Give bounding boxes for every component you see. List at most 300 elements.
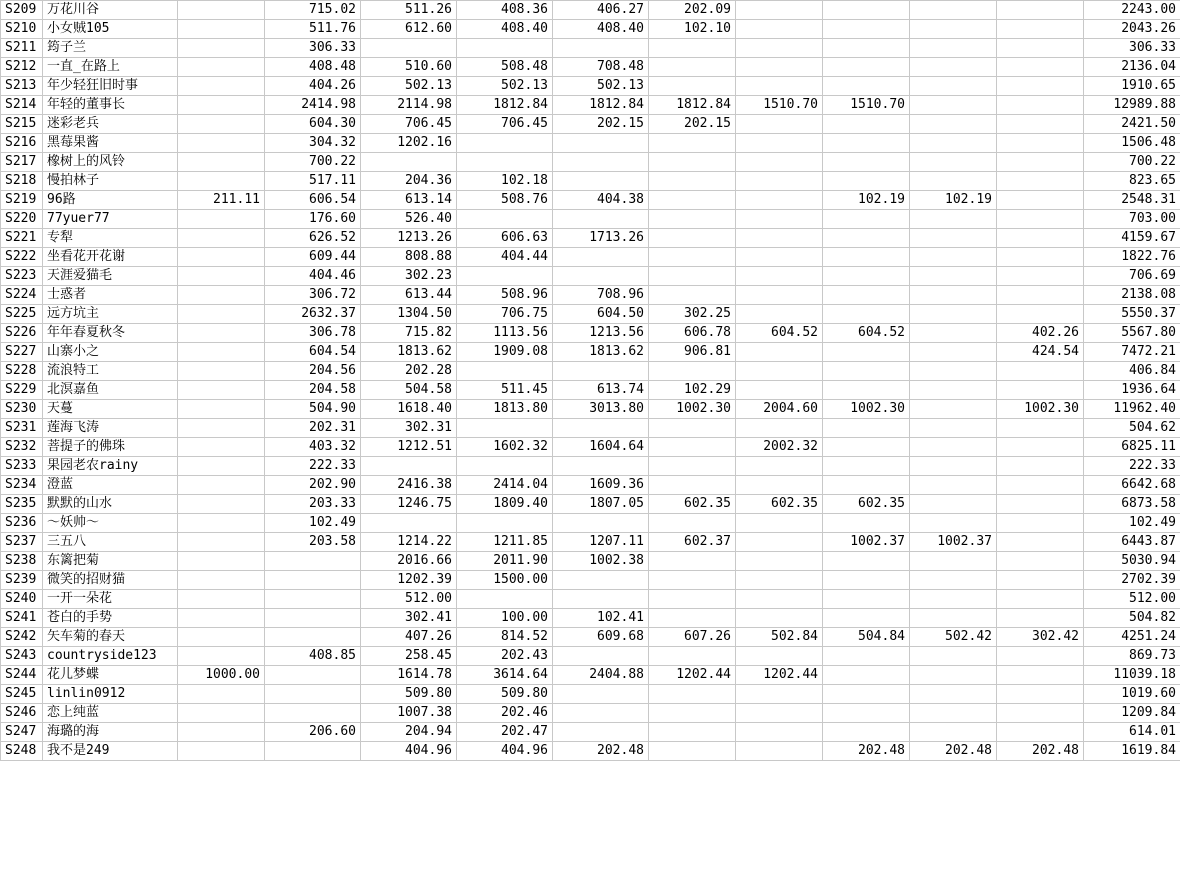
value-cell[interactable] <box>910 590 997 609</box>
value-cell[interactable] <box>910 647 997 666</box>
value-cell[interactable]: 1002.30 <box>823 400 910 419</box>
value-cell[interactable] <box>997 96 1084 115</box>
row-id-cell[interactable]: S228 <box>1 362 43 381</box>
value-cell[interactable] <box>823 210 910 229</box>
name-cell[interactable]: ～妖帅～ <box>43 514 178 533</box>
value-cell[interactable]: 502.13 <box>553 77 649 96</box>
name-cell[interactable]: 我不是249 <box>43 742 178 761</box>
row-id-cell[interactable]: S227 <box>1 343 43 362</box>
value-cell[interactable]: 202.28 <box>361 362 457 381</box>
name-cell[interactable]: 慢拍林子 <box>43 172 178 191</box>
value-cell[interactable] <box>649 647 736 666</box>
value-cell[interactable] <box>649 267 736 286</box>
value-cell[interactable] <box>997 153 1084 172</box>
value-cell[interactable] <box>178 324 265 343</box>
value-cell[interactable] <box>823 590 910 609</box>
value-cell[interactable] <box>910 400 997 419</box>
value-cell[interactable] <box>736 153 823 172</box>
value-cell[interactable]: 511.76 <box>265 20 361 39</box>
value-cell[interactable] <box>178 723 265 742</box>
value-cell[interactable] <box>736 343 823 362</box>
value-cell[interactable] <box>649 438 736 457</box>
value-cell[interactable] <box>178 590 265 609</box>
value-cell[interactable]: 258.45 <box>361 647 457 666</box>
value-cell[interactable] <box>823 229 910 248</box>
value-cell[interactable]: 2004.60 <box>736 400 823 419</box>
value-cell[interactable]: 1002.37 <box>910 533 997 552</box>
value-cell[interactable] <box>736 210 823 229</box>
value-cell[interactable]: 306.78 <box>265 324 361 343</box>
value-cell[interactable] <box>997 210 1084 229</box>
value-cell[interactable] <box>649 77 736 96</box>
value-cell[interactable] <box>178 229 265 248</box>
value-cell[interactable] <box>997 172 1084 191</box>
value-cell[interactable]: 202.47 <box>457 723 553 742</box>
value-cell[interactable]: 302.23 <box>361 267 457 286</box>
value-cell[interactable]: 1213.26 <box>361 229 457 248</box>
value-cell[interactable] <box>910 172 997 191</box>
total-cell[interactable]: 700.22 <box>1084 153 1180 172</box>
value-cell[interactable]: 1211.85 <box>457 533 553 552</box>
value-cell[interactable]: 504.58 <box>361 381 457 400</box>
total-cell[interactable]: 306.33 <box>1084 39 1180 58</box>
value-cell[interactable] <box>997 229 1084 248</box>
value-cell[interactable] <box>823 514 910 533</box>
value-cell[interactable] <box>178 457 265 476</box>
value-cell[interactable] <box>178 514 265 533</box>
value-cell[interactable]: 706.45 <box>457 115 553 134</box>
name-cell[interactable]: 年轻的董事长 <box>43 96 178 115</box>
total-cell[interactable]: 2043.26 <box>1084 20 1180 39</box>
value-cell[interactable]: 202.09 <box>649 1 736 20</box>
value-cell[interactable] <box>265 571 361 590</box>
value-cell[interactable]: 1002.30 <box>649 400 736 419</box>
name-cell[interactable]: 微笑的招财猫 <box>43 571 178 590</box>
value-cell[interactable] <box>361 457 457 476</box>
value-cell[interactable] <box>178 704 265 723</box>
name-cell[interactable]: 东篱把菊 <box>43 552 178 571</box>
value-cell[interactable]: 604.30 <box>265 115 361 134</box>
value-cell[interactable] <box>997 39 1084 58</box>
value-cell[interactable] <box>997 381 1084 400</box>
value-cell[interactable] <box>553 362 649 381</box>
total-cell[interactable]: 6825.11 <box>1084 438 1180 457</box>
value-cell[interactable]: 706.45 <box>361 115 457 134</box>
value-cell[interactable] <box>649 685 736 704</box>
value-cell[interactable]: 511.26 <box>361 1 457 20</box>
value-cell[interactable] <box>553 704 649 723</box>
name-cell[interactable]: 果园老农rainy <box>43 457 178 476</box>
name-cell[interactable]: 77yuer77 <box>43 210 178 229</box>
name-cell[interactable]: 海璐的海 <box>43 723 178 742</box>
value-cell[interactable]: 102.49 <box>265 514 361 533</box>
value-cell[interactable]: 202.48 <box>553 742 649 761</box>
value-cell[interactable] <box>910 77 997 96</box>
value-cell[interactable] <box>649 742 736 761</box>
row-id-cell[interactable]: S238 <box>1 552 43 571</box>
value-cell[interactable] <box>736 229 823 248</box>
value-cell[interactable]: 302.31 <box>361 419 457 438</box>
value-cell[interactable]: 2414.04 <box>457 476 553 495</box>
value-cell[interactable]: 508.48 <box>457 58 553 77</box>
value-cell[interactable]: 517.11 <box>265 172 361 191</box>
total-cell[interactable]: 6642.68 <box>1084 476 1180 495</box>
value-cell[interactable] <box>178 609 265 628</box>
total-cell[interactable]: 2243.00 <box>1084 1 1180 20</box>
value-cell[interactable] <box>178 476 265 495</box>
value-cell[interactable]: 202.48 <box>997 742 1084 761</box>
value-cell[interactable]: 206.60 <box>265 723 361 742</box>
value-cell[interactable] <box>997 286 1084 305</box>
value-cell[interactable]: 509.80 <box>457 685 553 704</box>
value-cell[interactable] <box>553 267 649 286</box>
value-cell[interactable] <box>178 58 265 77</box>
value-cell[interactable] <box>997 571 1084 590</box>
value-cell[interactable] <box>178 210 265 229</box>
value-cell[interactable] <box>823 723 910 742</box>
value-cell[interactable] <box>553 248 649 267</box>
name-cell[interactable]: 三五八 <box>43 533 178 552</box>
value-cell[interactable] <box>736 362 823 381</box>
row-id-cell[interactable]: S225 <box>1 305 43 324</box>
value-cell[interactable] <box>178 172 265 191</box>
name-cell[interactable]: countryside123 <box>43 647 178 666</box>
value-cell[interactable]: 700.22 <box>265 153 361 172</box>
value-cell[interactable]: 204.94 <box>361 723 457 742</box>
value-cell[interactable] <box>910 58 997 77</box>
value-cell[interactable] <box>649 514 736 533</box>
value-cell[interactable] <box>178 248 265 267</box>
value-cell[interactable]: 404.96 <box>361 742 457 761</box>
value-cell[interactable]: 1202.39 <box>361 571 457 590</box>
value-cell[interactable]: 404.38 <box>553 191 649 210</box>
value-cell[interactable]: 602.35 <box>649 495 736 514</box>
value-cell[interactable] <box>823 286 910 305</box>
value-cell[interactable] <box>910 39 997 58</box>
value-cell[interactable]: 2011.90 <box>457 552 553 571</box>
value-cell[interactable] <box>823 39 910 58</box>
name-cell[interactable]: 万花川谷 <box>43 1 178 20</box>
value-cell[interactable] <box>736 172 823 191</box>
value-cell[interactable]: 204.56 <box>265 362 361 381</box>
value-cell[interactable] <box>997 685 1084 704</box>
row-id-cell[interactable]: S245 <box>1 685 43 704</box>
row-id-cell[interactable]: S223 <box>1 267 43 286</box>
value-cell[interactable] <box>736 20 823 39</box>
value-cell[interactable] <box>910 552 997 571</box>
row-id-cell[interactable]: S248 <box>1 742 43 761</box>
value-cell[interactable] <box>649 153 736 172</box>
value-cell[interactable]: 1809.40 <box>457 495 553 514</box>
value-cell[interactable] <box>997 457 1084 476</box>
value-cell[interactable] <box>823 20 910 39</box>
value-cell[interactable]: 1202.44 <box>649 666 736 685</box>
value-cell[interactable] <box>178 20 265 39</box>
name-cell[interactable]: 迷彩老兵 <box>43 115 178 134</box>
value-cell[interactable] <box>265 552 361 571</box>
row-id-cell[interactable]: S232 <box>1 438 43 457</box>
total-cell[interactable]: 406.84 <box>1084 362 1180 381</box>
value-cell[interactable]: 202.15 <box>553 115 649 134</box>
name-cell[interactable]: 年年春夏秋冬 <box>43 324 178 343</box>
value-cell[interactable] <box>910 381 997 400</box>
name-cell[interactable]: 流浪特工 <box>43 362 178 381</box>
value-cell[interactable] <box>178 552 265 571</box>
value-cell[interactable] <box>997 115 1084 134</box>
value-cell[interactable]: 302.41 <box>361 609 457 628</box>
value-cell[interactable] <box>649 552 736 571</box>
value-cell[interactable] <box>997 704 1084 723</box>
value-cell[interactable] <box>910 571 997 590</box>
value-cell[interactable]: 504.84 <box>823 628 910 647</box>
value-cell[interactable] <box>736 571 823 590</box>
value-cell[interactable] <box>178 267 265 286</box>
value-cell[interactable] <box>997 666 1084 685</box>
row-id-cell[interactable]: S246 <box>1 704 43 723</box>
value-cell[interactable]: 526.40 <box>361 210 457 229</box>
value-cell[interactable] <box>910 305 997 324</box>
value-cell[interactable] <box>910 324 997 343</box>
value-cell[interactable] <box>910 476 997 495</box>
value-cell[interactable] <box>736 533 823 552</box>
value-cell[interactable]: 509.80 <box>361 685 457 704</box>
value-cell[interactable] <box>178 362 265 381</box>
value-cell[interactable] <box>457 210 553 229</box>
name-cell[interactable]: 菩提子的佛珠 <box>43 438 178 457</box>
total-cell[interactable]: 512.00 <box>1084 590 1180 609</box>
value-cell[interactable]: 609.44 <box>265 248 361 267</box>
value-cell[interactable] <box>823 381 910 400</box>
row-id-cell[interactable]: S210 <box>1 20 43 39</box>
value-cell[interactable] <box>997 609 1084 628</box>
value-cell[interactable]: 202.48 <box>823 742 910 761</box>
value-cell[interactable]: 102.10 <box>649 20 736 39</box>
value-cell[interactable] <box>910 704 997 723</box>
total-cell[interactable]: 6443.87 <box>1084 533 1180 552</box>
value-cell[interactable]: 708.96 <box>553 286 649 305</box>
name-cell[interactable]: 莲海飞涛 <box>43 419 178 438</box>
value-cell[interactable]: 1813.62 <box>361 343 457 362</box>
value-cell[interactable]: 502.13 <box>457 77 553 96</box>
value-cell[interactable]: 2632.37 <box>265 305 361 324</box>
name-cell[interactable]: 黑莓果酱 <box>43 134 178 153</box>
value-cell[interactable] <box>361 153 457 172</box>
value-cell[interactable] <box>736 742 823 761</box>
value-cell[interactable] <box>823 438 910 457</box>
value-cell[interactable] <box>910 685 997 704</box>
name-cell[interactable]: 恋上纯蓝 <box>43 704 178 723</box>
value-cell[interactable] <box>457 419 553 438</box>
value-cell[interactable] <box>997 191 1084 210</box>
value-cell[interactable] <box>997 438 1084 457</box>
value-cell[interactable] <box>823 172 910 191</box>
value-cell[interactable] <box>910 210 997 229</box>
value-cell[interactable]: 403.32 <box>265 438 361 457</box>
total-cell[interactable]: 1619.84 <box>1084 742 1180 761</box>
value-cell[interactable] <box>457 457 553 476</box>
value-cell[interactable]: 2414.98 <box>265 96 361 115</box>
row-id-cell[interactable]: S236 <box>1 514 43 533</box>
name-cell[interactable]: 远方坑主 <box>43 305 178 324</box>
total-cell[interactable]: 5550.37 <box>1084 305 1180 324</box>
value-cell[interactable]: 2002.32 <box>736 438 823 457</box>
name-cell[interactable]: 苍白的手势 <box>43 609 178 628</box>
name-cell[interactable]: 矢车菊的春天 <box>43 628 178 647</box>
value-cell[interactable] <box>736 191 823 210</box>
value-cell[interactable] <box>910 96 997 115</box>
value-cell[interactable] <box>361 39 457 58</box>
value-cell[interactable] <box>457 514 553 533</box>
value-cell[interactable]: 102.19 <box>910 191 997 210</box>
value-cell[interactable] <box>178 96 265 115</box>
value-cell[interactable] <box>457 39 553 58</box>
name-cell[interactable]: 北溟嘉鱼 <box>43 381 178 400</box>
value-cell[interactable]: 407.26 <box>361 628 457 647</box>
value-cell[interactable] <box>997 267 1084 286</box>
value-cell[interactable] <box>178 685 265 704</box>
value-cell[interactable]: 1500.00 <box>457 571 553 590</box>
row-id-cell[interactable]: S217 <box>1 153 43 172</box>
row-id-cell[interactable]: S219 <box>1 191 43 210</box>
value-cell[interactable]: 406.27 <box>553 1 649 20</box>
name-cell[interactable]: 花儿梦蝶 <box>43 666 178 685</box>
value-cell[interactable] <box>736 419 823 438</box>
value-cell[interactable]: 814.52 <box>457 628 553 647</box>
value-cell[interactable]: 613.14 <box>361 191 457 210</box>
value-cell[interactable]: 715.82 <box>361 324 457 343</box>
value-cell[interactable] <box>178 286 265 305</box>
row-id-cell[interactable]: S215 <box>1 115 43 134</box>
value-cell[interactable] <box>997 248 1084 267</box>
value-cell[interactable]: 404.44 <box>457 248 553 267</box>
name-cell[interactable]: 士惑者 <box>43 286 178 305</box>
value-cell[interactable]: 1812.84 <box>649 96 736 115</box>
value-cell[interactable]: 1807.05 <box>553 495 649 514</box>
value-cell[interactable]: 508.76 <box>457 191 553 210</box>
value-cell[interactable] <box>997 419 1084 438</box>
value-cell[interactable]: 607.26 <box>649 628 736 647</box>
value-cell[interactable] <box>649 704 736 723</box>
value-cell[interactable] <box>823 666 910 685</box>
total-cell[interactable]: 1209.84 <box>1084 704 1180 723</box>
value-cell[interactable] <box>997 77 1084 96</box>
value-cell[interactable] <box>178 343 265 362</box>
row-id-cell[interactable]: S213 <box>1 77 43 96</box>
value-cell[interactable]: 606.63 <box>457 229 553 248</box>
value-cell[interactable] <box>649 58 736 77</box>
value-cell[interactable]: 612.60 <box>361 20 457 39</box>
value-cell[interactable]: 306.72 <box>265 286 361 305</box>
value-cell[interactable]: 1609.36 <box>553 476 649 495</box>
row-id-cell[interactable]: S240 <box>1 590 43 609</box>
row-id-cell[interactable]: S221 <box>1 229 43 248</box>
value-cell[interactable]: 202.90 <box>265 476 361 495</box>
value-cell[interactable]: 1604.64 <box>553 438 649 457</box>
value-cell[interactable]: 2416.38 <box>361 476 457 495</box>
value-cell[interactable] <box>997 305 1084 324</box>
row-id-cell[interactable]: S241 <box>1 609 43 628</box>
value-cell[interactable] <box>997 134 1084 153</box>
total-cell[interactable]: 869.73 <box>1084 647 1180 666</box>
value-cell[interactable] <box>910 1 997 20</box>
value-cell[interactable]: 302.25 <box>649 305 736 324</box>
value-cell[interactable] <box>910 495 997 514</box>
value-cell[interactable]: 1602.32 <box>457 438 553 457</box>
value-cell[interactable] <box>553 590 649 609</box>
value-cell[interactable] <box>178 381 265 400</box>
value-cell[interactable] <box>736 476 823 495</box>
value-cell[interactable] <box>736 134 823 153</box>
value-cell[interactable] <box>553 39 649 58</box>
value-cell[interactable] <box>178 39 265 58</box>
value-cell[interactable] <box>823 704 910 723</box>
value-cell[interactable] <box>736 647 823 666</box>
value-cell[interactable] <box>178 419 265 438</box>
value-cell[interactable] <box>910 343 997 362</box>
value-cell[interactable] <box>910 248 997 267</box>
value-cell[interactable]: 202.48 <box>910 742 997 761</box>
value-cell[interactable]: 602.35 <box>736 495 823 514</box>
value-cell[interactable]: 302.42 <box>997 628 1084 647</box>
value-cell[interactable] <box>265 628 361 647</box>
total-cell[interactable]: 11039.18 <box>1084 666 1180 685</box>
value-cell[interactable]: 102.29 <box>649 381 736 400</box>
value-cell[interactable]: 2114.98 <box>361 96 457 115</box>
value-cell[interactable] <box>736 704 823 723</box>
value-cell[interactable]: 203.33 <box>265 495 361 514</box>
value-cell[interactable] <box>823 476 910 495</box>
row-id-cell[interactable]: S237 <box>1 533 43 552</box>
value-cell[interactable] <box>910 229 997 248</box>
value-cell[interactable] <box>910 362 997 381</box>
value-cell[interactable] <box>553 419 649 438</box>
total-cell[interactable]: 2421.50 <box>1084 115 1180 134</box>
value-cell[interactable] <box>649 476 736 495</box>
row-id-cell[interactable]: S222 <box>1 248 43 267</box>
total-cell[interactable]: 1019.60 <box>1084 685 1180 704</box>
value-cell[interactable]: 211.11 <box>178 191 265 210</box>
value-cell[interactable] <box>823 77 910 96</box>
row-id-cell[interactable]: S220 <box>1 210 43 229</box>
value-cell[interactable] <box>736 267 823 286</box>
value-cell[interactable]: 1510.70 <box>823 96 910 115</box>
value-cell[interactable] <box>823 552 910 571</box>
value-cell[interactable] <box>997 533 1084 552</box>
value-cell[interactable] <box>178 533 265 552</box>
total-cell[interactable]: 222.33 <box>1084 457 1180 476</box>
value-cell[interactable] <box>361 514 457 533</box>
value-cell[interactable] <box>178 134 265 153</box>
name-cell[interactable]: 山寨小之 <box>43 343 178 362</box>
value-cell[interactable]: 606.54 <box>265 191 361 210</box>
value-cell[interactable]: 1113.56 <box>457 324 553 343</box>
value-cell[interactable] <box>457 267 553 286</box>
value-cell[interactable] <box>736 590 823 609</box>
value-cell[interactable] <box>997 20 1084 39</box>
value-cell[interactable] <box>457 153 553 172</box>
value-cell[interactable] <box>910 153 997 172</box>
value-cell[interactable]: 404.26 <box>265 77 361 96</box>
value-cell[interactable]: 1212.51 <box>361 438 457 457</box>
total-cell[interactable]: 4159.67 <box>1084 229 1180 248</box>
value-cell[interactable] <box>649 362 736 381</box>
value-cell[interactable]: 1214.22 <box>361 533 457 552</box>
row-id-cell[interactable]: S229 <box>1 381 43 400</box>
total-cell[interactable]: 2548.31 <box>1084 191 1180 210</box>
value-cell[interactable] <box>823 115 910 134</box>
value-cell[interactable]: 204.36 <box>361 172 457 191</box>
value-cell[interactable]: 708.48 <box>553 58 649 77</box>
